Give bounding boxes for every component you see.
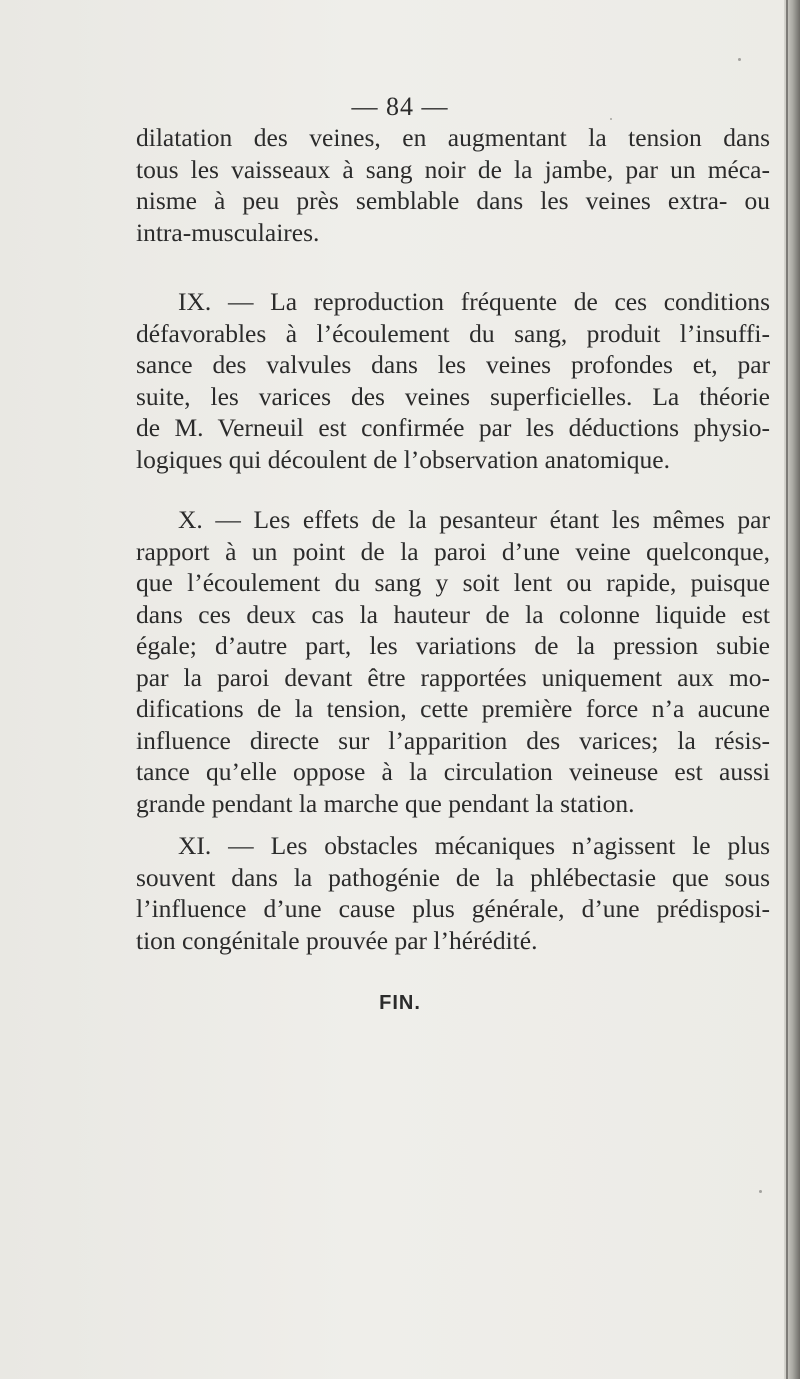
- text-line: souvent dans la pathogénie de la phlébectasie que sous: [136, 862, 770, 892]
- text-line: influence directe sur l’apparition des varices; la résis-: [136, 725, 770, 755]
- text-line: défavorables à l’écoulement du sang, produit l’insuffi-: [136, 318, 770, 348]
- text-line: égale; d’autre part, les variations de la pression subie: [136, 631, 770, 660]
- text-line: que l’écoulement du sang y soit lent ou rapide, puisque: [136, 568, 770, 597]
- text-line: XI. — Les obstacles mécaniques n’agissent le plus: [178, 831, 770, 860]
- text-line: de M. Verneuil est confirmée par les déductions physio-: [136, 413, 770, 442]
- paragraph-x: [136, 504, 770, 819]
- text-line: logiques qui découlent de l’observation anatomique.: [136, 444, 670, 474]
- text-line: tion congénitale prouvée par l’hérédité.: [136, 925, 538, 955]
- paper-speck: [759, 1190, 762, 1193]
- paragraph-xi: [136, 830, 770, 956]
- text-line: tous les vaisseaux à sang noir de la jambe, par un méca-: [136, 154, 770, 184]
- end-mark: FIN.: [379, 992, 421, 1014]
- text-line: dans ces deux cas la hauteur de la colonne liquide est: [136, 599, 770, 629]
- paragraph-ix: [136, 286, 770, 475]
- text-line: nisme à peu près semblable dans les veines extra- ou: [136, 186, 770, 215]
- text-line: suite, les varices des veines superficielles. La théorie: [136, 381, 770, 411]
- paragraph-continuation: [136, 122, 770, 248]
- text-line: sance des valvules dans les veines profondes et, par: [136, 350, 770, 379]
- text-line: dilatation des veines, en augmentant la tension dans: [136, 123, 770, 152]
- text-line: grande pendant la marche que pendant la station.: [136, 788, 635, 818]
- page-edge-line: [786, 0, 788, 1379]
- text-line: tance qu’elle oppose à la circulation veineuse est aussi: [136, 757, 770, 786]
- text-line: difications de la tension, cette première force n’a aucune: [136, 694, 770, 723]
- paper-speck: [738, 58, 741, 61]
- text-line: intra-musculaires.: [136, 217, 320, 247]
- text-line: rapport à un point de la paroi d’une veine quelconque,: [136, 536, 770, 566]
- text-line: IX. — La reproduction fréquente de ces conditions: [178, 287, 770, 316]
- text-line: l’influence d’une cause plus générale, d’une prédisposi-: [136, 894, 770, 923]
- paper-speck: [610, 118, 612, 120]
- text-line: X. — Les effets de la pesanteur étant les mêmes par: [178, 505, 770, 534]
- page-number: — 84 —: [351, 92, 449, 121]
- text-line: par la paroi devant être rapportées uniquement aux mo-: [136, 662, 770, 692]
